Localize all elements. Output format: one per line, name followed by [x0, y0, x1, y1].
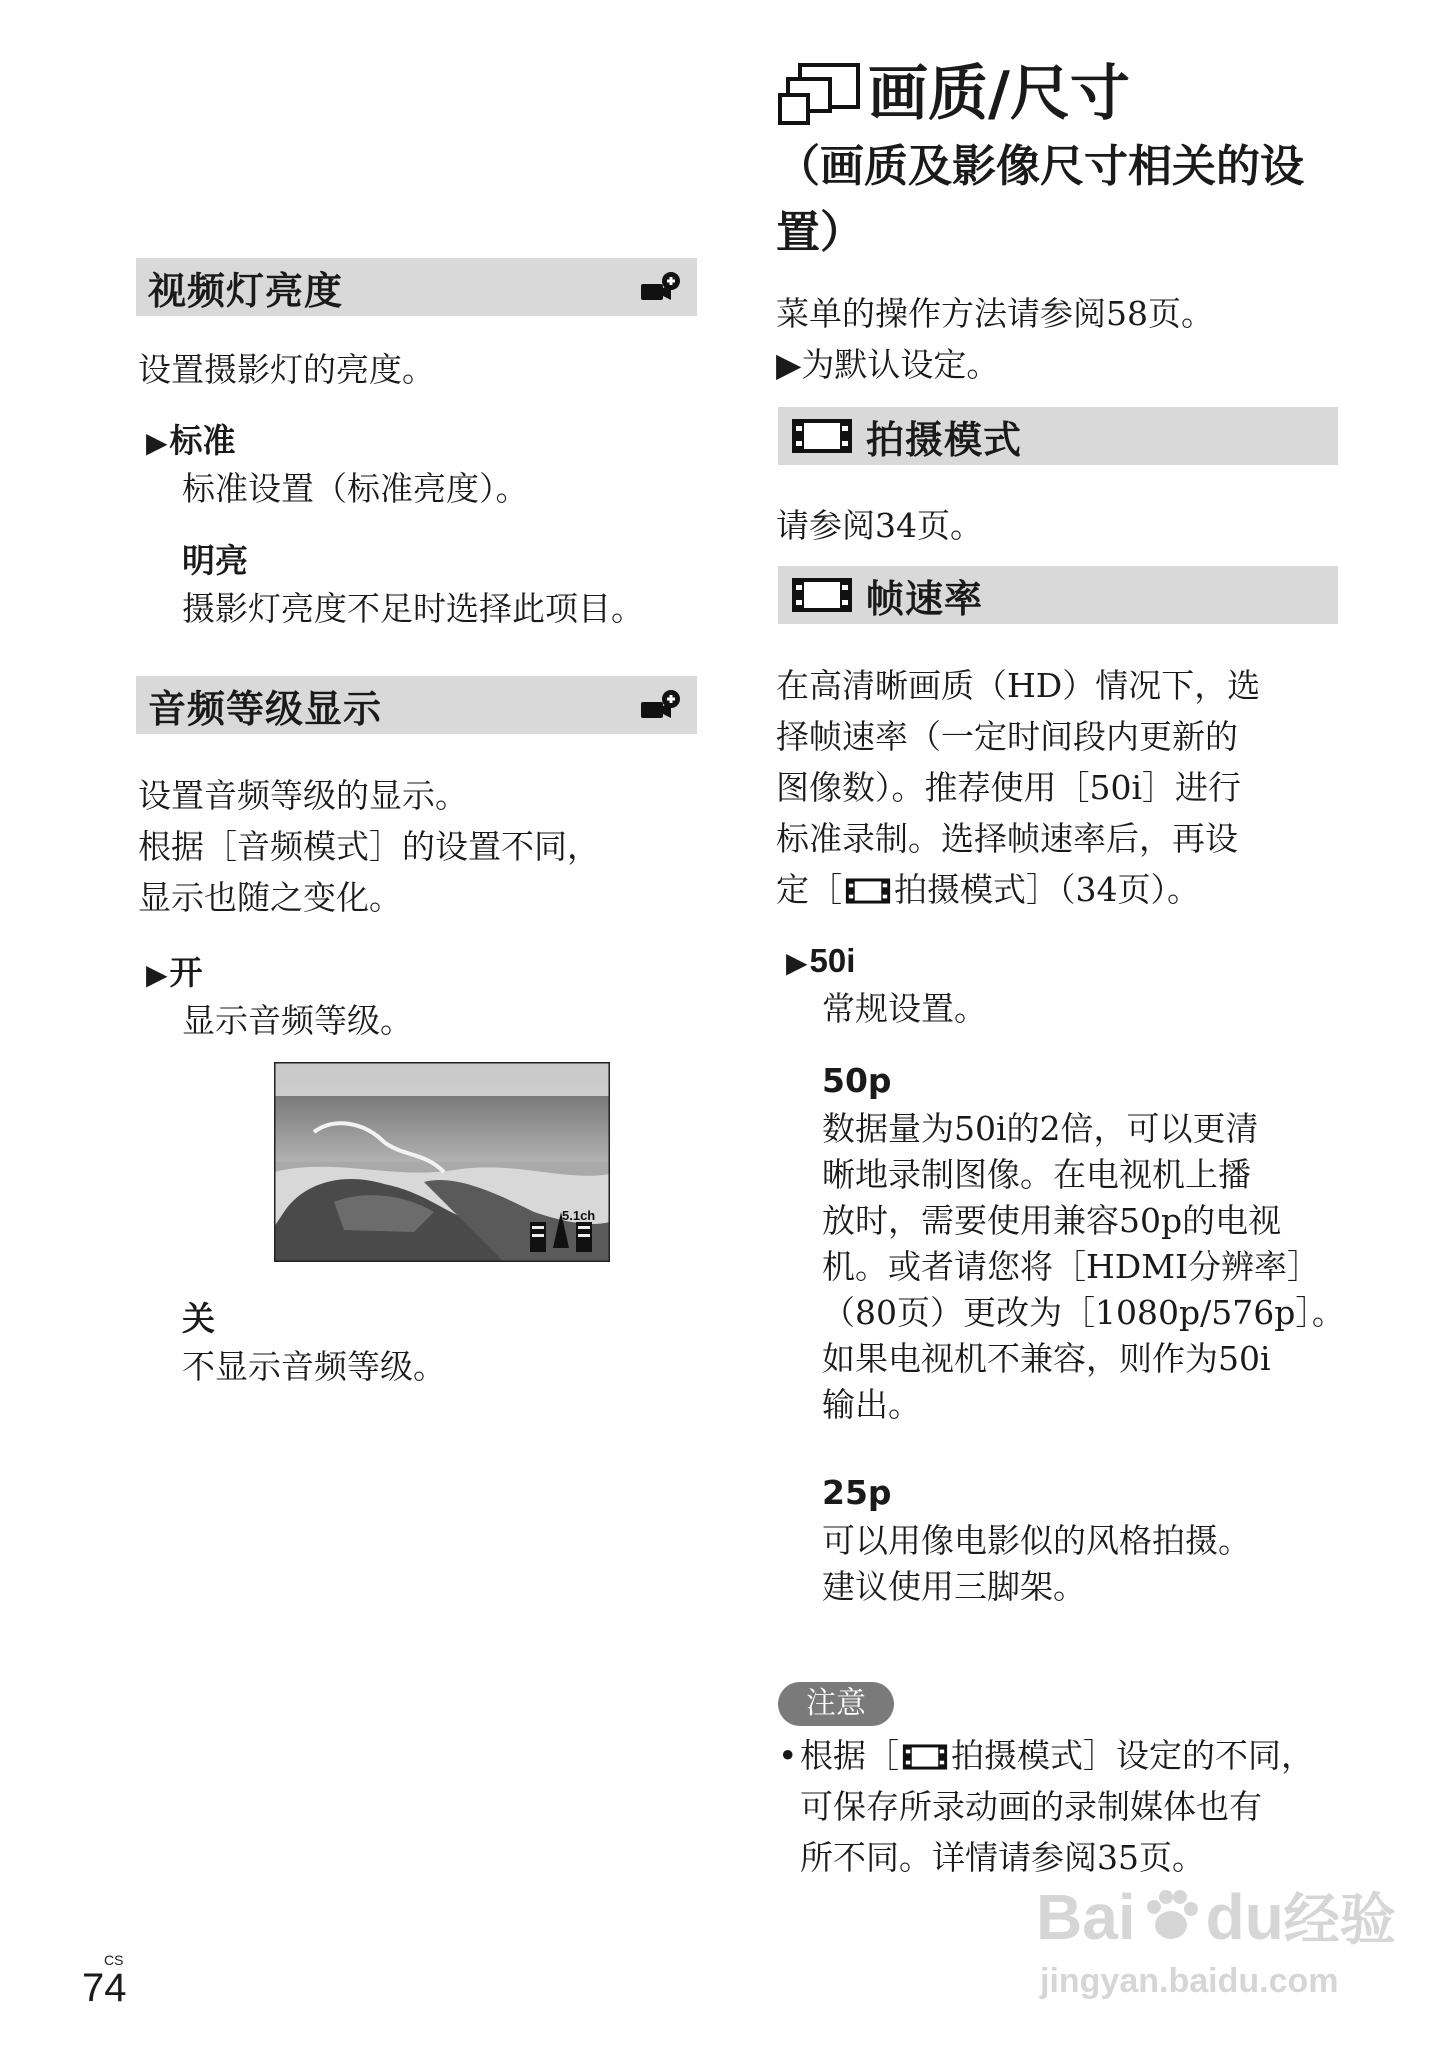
section-title: 拍摄模式 [866, 417, 1023, 462]
option-label: ▶开 [146, 950, 203, 998]
paw-icon [1140, 1885, 1202, 1947]
camera-plus-icon [639, 688, 683, 724]
option-description: 数据量为50i的2倍，可以更清 晰地录制图像。在电视机上播 放时，需要使用兼容50p的电视 机。或者请您将［HDMI分辨率］ （80页）更改为［1080p/576p］。 如果电视机不兼容，则作为50i 输出。 [822, 1109, 1345, 1424]
section-title: 音频等级显示 [148, 686, 383, 731]
image-size-icon [776, 59, 862, 129]
page-number: 74 [82, 1966, 127, 2010]
section-description: 在高清晰画质（HD）情况下，选 择帧速率（一定时间段内更新的 图像数）。推荐使用［50i］进行 标准录制。选择帧速率后，再设 定［ 拍摄模式］（34页）。 [776, 666, 1261, 909]
option-label: ▶标准 [146, 418, 236, 466]
beach-photo [274, 1062, 610, 1262]
option-description: 不显示音频等级。 [182, 1347, 446, 1386]
page-language-code: CS [104, 1952, 124, 1968]
option-label: 关 [182, 1299, 215, 1338]
note-text: •根据［ 拍摄模式］设定的不同， 可保存所录动画的录制媒体也有 所不同。详情请参阅35页。 [778, 1736, 1314, 1877]
film-icon [844, 877, 892, 905]
camera-plus-icon [639, 270, 683, 306]
option-description: 显示音频等级。 [182, 1001, 413, 1040]
section-title: 帧速率 [866, 576, 984, 621]
note-badge: 注意 [778, 1682, 894, 1726]
section-audio-level-header [136, 676, 697, 734]
page-subtitle: （画质及影像尺寸相关的设 置） [776, 141, 1304, 258]
default-marker-icon: ▶ [146, 958, 168, 991]
default-marker-icon: ▶ [146, 426, 168, 459]
section-description: 设置摄影灯的亮度。 [138, 350, 435, 389]
film-icon [901, 1743, 949, 1771]
section-video-light-header [136, 258, 697, 316]
section-shooting-mode-header [778, 407, 1338, 465]
option-label: ▶50i [786, 938, 855, 986]
option-label: 明亮 [182, 541, 248, 580]
section-description: 设置音频等级的显示。 根据［音频模式］的设置不同， 显示也随之变化。 [138, 776, 600, 917]
section-title: 视频灯亮度 [148, 268, 344, 313]
film-icon [790, 417, 854, 455]
audio-channel-label: 5.1ch [562, 1208, 596, 1223]
option-label: 50p [822, 1061, 892, 1100]
intro-text: 菜单的操作方法请参阅58页。 ▶为默认设定。 [776, 294, 1214, 384]
section-frame-rate-header [778, 566, 1338, 624]
watermark-url: jingyan.baidu.com [1040, 1962, 1339, 2000]
default-marker-icon: ▶ [786, 946, 808, 979]
section-description: 请参阅34页。 [776, 506, 983, 545]
baidu-watermark-logo: Bai du经验 [1036, 1881, 1396, 1953]
film-icon [790, 576, 854, 614]
option-description: 标准设置（标准亮度）。 [182, 469, 529, 508]
default-marker-icon: ▶ [776, 345, 802, 384]
option-description: 摄影灯亮度不足时选择此项目。 [182, 589, 644, 628]
option-label: 25p [822, 1473, 892, 1512]
option-description: 可以用像电影似的风格拍摄。 建议使用三脚架。 [822, 1521, 1251, 1606]
page-title: 画质/尺寸 [776, 54, 1130, 134]
option-description: 常规设置。 [822, 989, 987, 1028]
